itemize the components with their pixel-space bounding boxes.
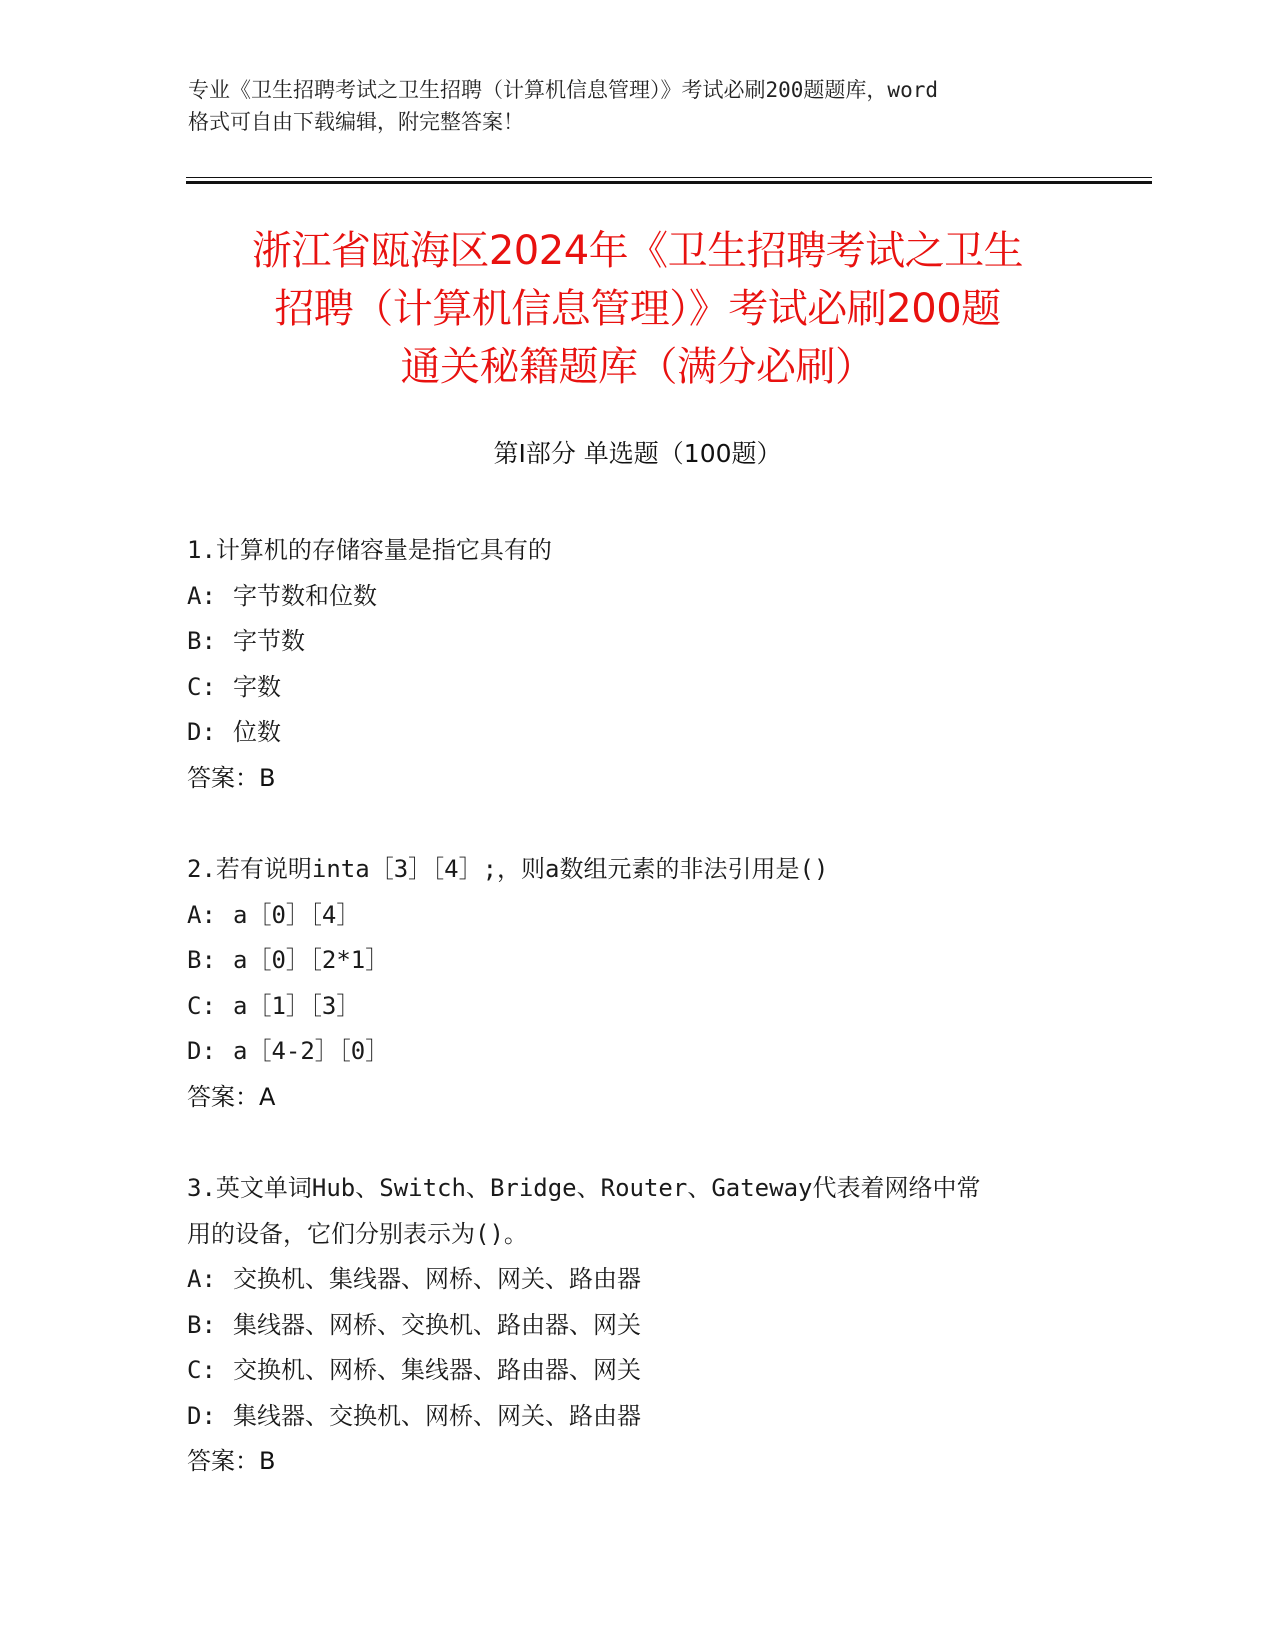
option-text: 字节数和位数 xyxy=(233,581,377,610)
option-d xyxy=(187,1029,1137,1075)
header-note-line-2: 格式可自由下载编辑，附完整答案！ xyxy=(188,110,524,134)
answer-value: B xyxy=(259,763,276,792)
header-note-line-1: 专业《卫生招聘考试之卫生招聘（计算机信息管理）》考试必刷200题题库，word xyxy=(188,78,938,102)
header-note xyxy=(188,74,1088,138)
header-divider-thick xyxy=(186,181,1152,184)
option-a xyxy=(187,574,1137,620)
option-c xyxy=(187,1348,1137,1394)
option-text: 字节数 xyxy=(233,627,305,655)
option-b xyxy=(187,938,1137,984)
option-key: D: xyxy=(187,1037,216,1065)
section-title: 第Ⅰ部分 单选题（100题） xyxy=(493,439,782,468)
question-stem: 2.若有说明inta［3］［4］;，则a数组元素的非法引用是() xyxy=(187,855,829,883)
question-stem: 1.计算机的存储容量是指它具有的 xyxy=(187,536,552,564)
option-key: A: xyxy=(187,900,216,929)
answer-label: 答案： xyxy=(187,1447,259,1475)
option-key: D: xyxy=(187,1401,216,1430)
option-b xyxy=(187,1303,1137,1349)
document-title-line-1: 浙江省瓯海区2024年《卫生招聘考试之卫生 xyxy=(251,228,1024,274)
answer xyxy=(187,756,1137,802)
option-key: C: xyxy=(187,1356,216,1384)
option-text: 交换机、集线器、网桥、网关、路由器 xyxy=(233,1265,641,1293)
answer-value: B xyxy=(259,1447,276,1475)
document-title xyxy=(150,222,1125,396)
question-3 xyxy=(187,1166,1137,1485)
option-text: a［0］［4］ xyxy=(233,900,361,929)
document-title-line-3: 通关秘籍题库（满分必刷） xyxy=(400,344,875,390)
option-key: D: xyxy=(187,718,216,746)
question-2 xyxy=(187,847,1137,1120)
option-key: A: xyxy=(187,1265,216,1293)
option-c xyxy=(187,984,1137,1030)
option-c xyxy=(187,665,1137,711)
option-key: C: xyxy=(187,672,216,701)
option-key: B: xyxy=(187,1310,216,1339)
question-list xyxy=(187,528,1137,1531)
option-text: a［1］［3］ xyxy=(233,991,361,1020)
header-divider-thin xyxy=(186,177,1152,178)
option-text: 集线器、网桥、交换机、路由器、网关 xyxy=(233,1310,641,1339)
document-title-line-2: 招聘（计算机信息管理）》考试必刷200题 xyxy=(274,286,1001,332)
option-a xyxy=(187,893,1137,939)
option-text: 字数 xyxy=(233,672,281,701)
option-text: a［0］［2*1］ xyxy=(233,946,390,974)
question-stem-line-1: 3.英文单词Hub、Switch、Bridge、Router、Gateway代表着网络中常 xyxy=(187,1174,981,1202)
answer xyxy=(187,1075,1137,1121)
option-text: 位数 xyxy=(233,718,281,746)
option-text: 集线器、交换机、网桥、网关、路由器 xyxy=(233,1401,641,1430)
question-stem-line-2: 用的设备，它们分别表示为()。 xyxy=(187,1219,528,1248)
option-b xyxy=(187,619,1137,665)
option-key: A: xyxy=(187,581,216,610)
answer-label: 答案： xyxy=(187,763,259,792)
option-text: a［4-2］［0］ xyxy=(233,1037,390,1065)
answer-value: A xyxy=(259,1082,276,1111)
question-1 xyxy=(187,528,1137,801)
option-d xyxy=(187,1394,1137,1440)
answer xyxy=(187,1439,1137,1485)
option-key: B: xyxy=(187,627,216,655)
option-key: B: xyxy=(187,946,216,974)
option-text: 交换机、网桥、集线器、路由器、网关 xyxy=(233,1356,641,1384)
option-a xyxy=(187,1257,1137,1303)
option-key: C: xyxy=(187,991,216,1020)
option-d xyxy=(187,710,1137,756)
answer-label: 答案： xyxy=(187,1082,259,1111)
